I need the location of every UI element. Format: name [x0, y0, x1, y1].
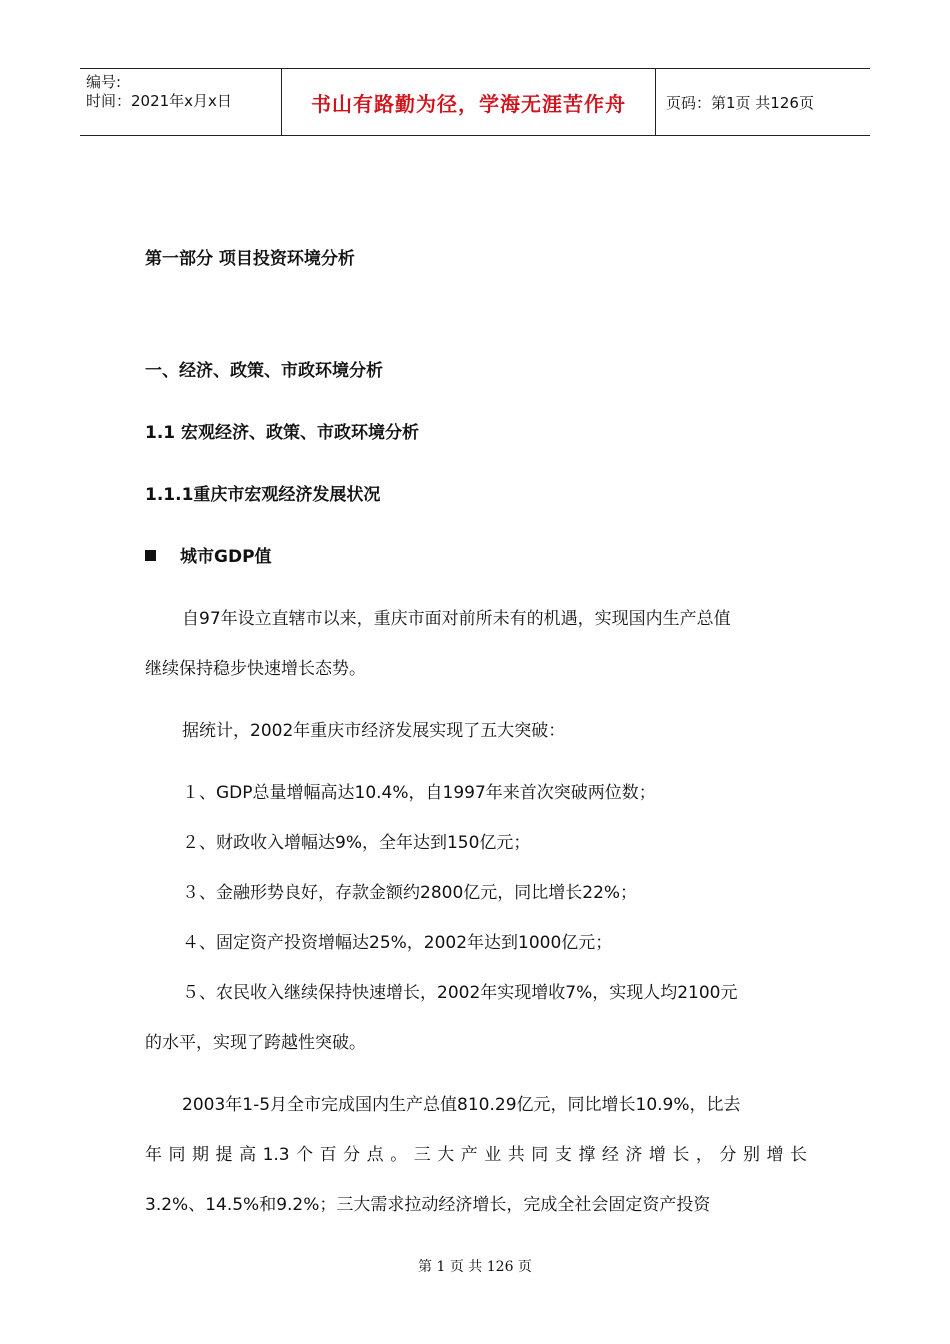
list-item: ２、财政收入增幅达9%，全年达到150亿元； [182, 833, 531, 853]
header-number-label: 编号: [86, 73, 122, 91]
list-item: ５、农民收入继续保持快速增长，2002年实现增收7%，实现人均2100元 [182, 983, 738, 1003]
header-meta [80, 69, 281, 135]
paragraph-3-line-1: 2003年1-5月全市完成国内生产总值810.29亿元，同比增长10.9%，比去 [182, 1095, 741, 1115]
page-header [80, 68, 870, 136]
paragraph-3-line-3: 3.2%、14.5%和9.2%；三大需求拉动经济增长，完成全社会固定资产投资 [145, 1195, 711, 1215]
list-item: １、GDP总量增幅高达10.4%，自1997年来首次突破两位数； [182, 783, 656, 803]
section-heading-1-1: 1.1 宏观经济、政策、市政环境分析 [145, 423, 420, 443]
part-title: 第一部分 项目投资环境分析 [145, 249, 355, 269]
list-item: ４、固定资产投资增幅达25%，2002年达到1000亿元； [182, 933, 613, 953]
paragraph-1-line-2: 继续保持稳步快速增长态势。 [145, 659, 366, 679]
page-footer: 第 1 页 共 126 页 [418, 1259, 532, 1275]
paragraph-1-line-1: 自97年设立直辖市以来，重庆市面对前所未有的机遇，实现国内生产总值 [182, 609, 731, 629]
header-page-info: 页码：第1页 共126页 [666, 93, 814, 112]
list-item: ３、金融形势良好，存款金额约2800亿元，同比增长22%； [182, 883, 638, 903]
section-heading-1: 一、经济、政策、市政环境分析 [145, 361, 383, 381]
section-heading-1-1-1: 1.1.1重庆市宏观经济发展状况 [145, 485, 381, 505]
header-motto: 书山有路勤为径，学海无涯苦作舟 [281, 69, 656, 135]
header-time-label: 时间：2021年x月x日 [86, 92, 232, 110]
bullet-gdp [145, 542, 272, 567]
paragraph-2: 据统计，2002年重庆市经济发展实现了五大突破： [182, 721, 566, 741]
paragraph-3-line-2: 年同期提高1.3个百分点。三大产业共同支撑经济增长，分别增长 [145, 1145, 807, 1165]
bullet-gdp-label: 城市GDP值 [180, 547, 272, 567]
list-item-continuation: 的水平，实现了跨越性突破。 [145, 1033, 366, 1053]
square-bullet-icon [145, 550, 156, 561]
